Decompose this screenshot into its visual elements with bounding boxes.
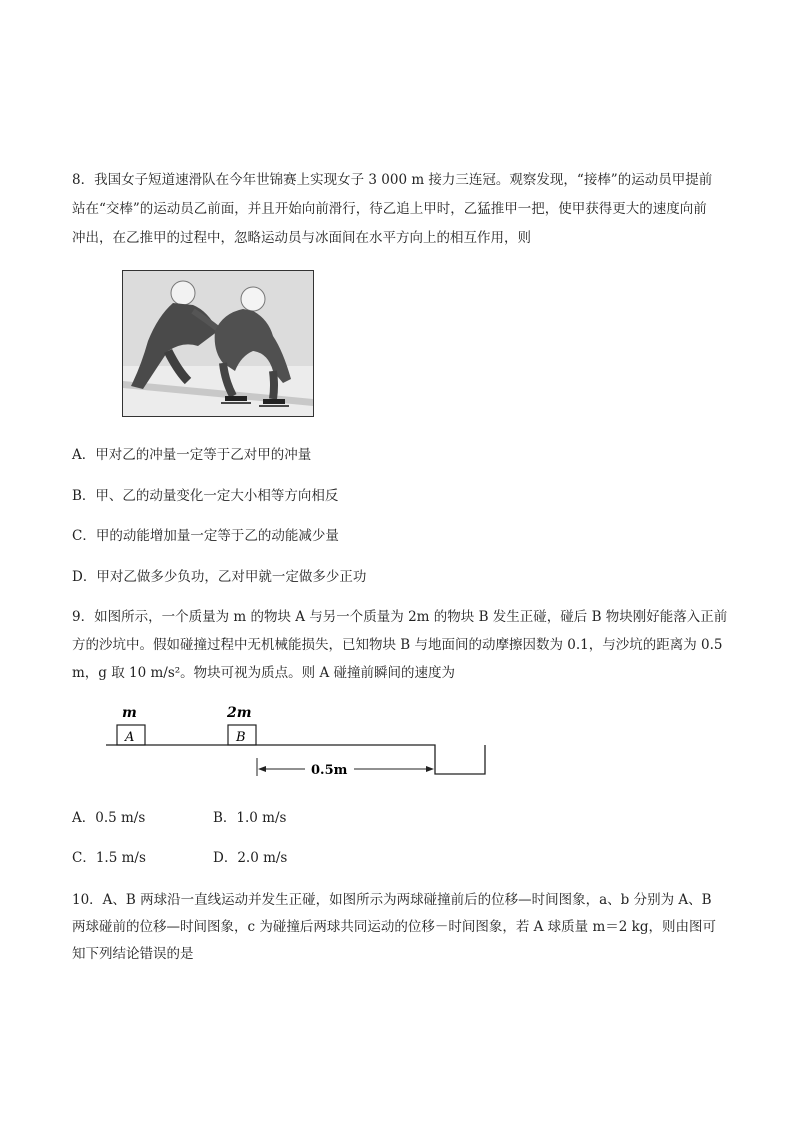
collision-diagram	[100, 700, 500, 785]
q8-stem-line-1: 8．我国女子短道速滑队在今年世锦赛上实现女子 3 000 m 接力三连冠。观察发现，“接棒”的运动员甲提前	[72, 172, 713, 188]
q8-option-d: D．甲对乙做多少负功，乙对甲就一定做多少正功	[72, 569, 367, 585]
block-b-label: B	[236, 730, 246, 745]
mass-b-label: 2m	[227, 705, 252, 721]
q9-option-a: A．0.5 m/s	[72, 810, 146, 826]
q9-stem-line-3: m，g 取 10 m/s²。物块可视为质点。则 A 碰撞前瞬间的速度为	[72, 665, 456, 681]
q10-stem-line-2: 两球碰前的位移—时间图象，c 为碰撞后两球共同运动的位移－时间图象，若 A 球质量 m＝2 kg，则由图可	[72, 919, 716, 935]
q9-stem-line-1: 9．如图所示，一个质量为 m 的物块 A 与另一个质量为 2m 的物块 B 发生正碰，碰后 B 物块刚好能落入正前	[72, 609, 728, 625]
q10-stem-line-1: 10．A、B 两球沿一直线运动并发生正碰，如图所示为两球碰撞前后的位移—时间图象，a、b 分别为 A、B	[72, 892, 712, 908]
q8-option-b: B．甲、乙的动量变化一定大小相等方向相反	[72, 488, 339, 504]
q8-stem-line-3: 冲出，在乙推甲的过程中，忽略运动员与冰面间在水平方向上的相互作用，则	[72, 230, 531, 246]
speed-skaters-photo	[122, 270, 314, 417]
block-a-label: A	[125, 730, 135, 745]
distance-label: 0.5m	[311, 763, 348, 778]
q10-stem-line-3: 知下列结论错误的是	[72, 946, 194, 962]
q9-option-d: D．2.0 m/s	[213, 850, 288, 866]
q9-stem-line-2: 方的沙坑中。假如碰撞过程中无机械能损失，已知物块 B 与地面间的动摩擦因数为 0.1，与沙坑的距离为 0.5	[72, 637, 723, 653]
q8-stem-line-2: 站在“交棒”的运动员乙前面，并且开始向前滑行，待乙追上甲时，乙猛推甲一把，使甲获得更大的速度向前	[72, 201, 707, 217]
q8-option-c: C．甲的动能增加量一定等于乙的动能减少量	[72, 528, 339, 544]
q8-option-a: A．甲对乙的冲量一定等于乙对甲的冲量	[72, 447, 312, 463]
q9-option-c: C．1.5 m/s	[72, 850, 146, 866]
mass-a-label: m	[122, 705, 137, 721]
q9-option-b: B．1.0 m/s	[213, 810, 287, 826]
